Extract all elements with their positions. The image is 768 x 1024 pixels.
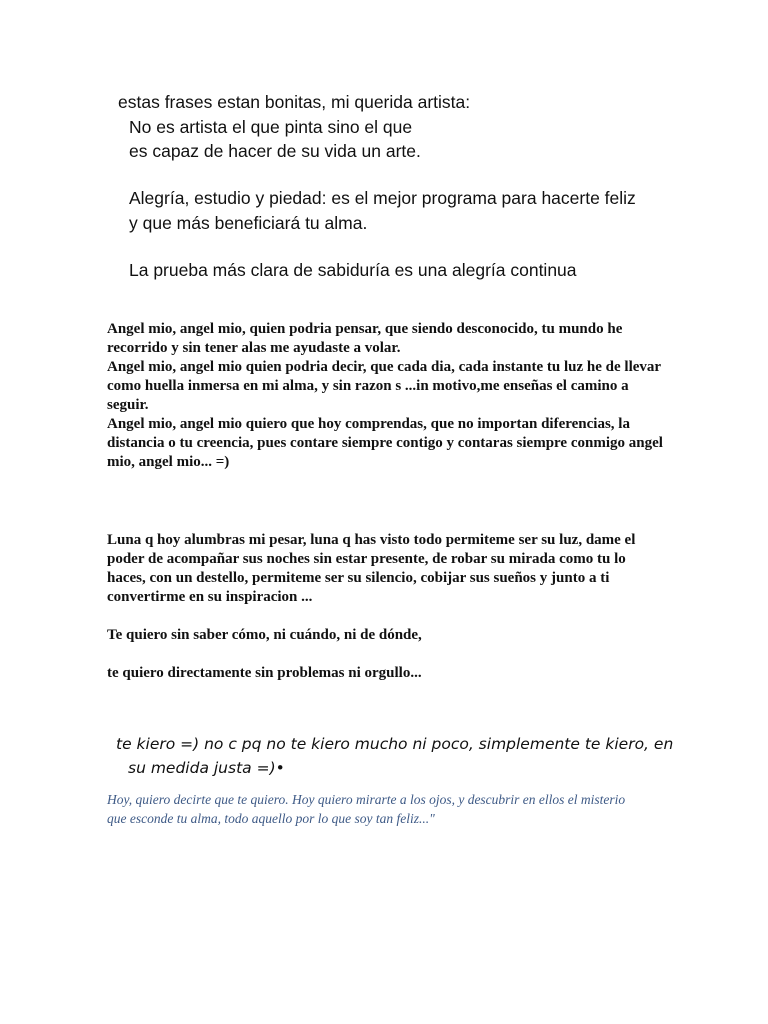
- intro-line: No es artista el que pinta sino el que: [129, 117, 413, 137]
- handwritten-line: su medida justa =)•: [128, 759, 285, 777]
- handwritten-line: te kiero =) no c pq no te kiero mucho ni poco, simplemente te kiero, en: [116, 735, 674, 753]
- luna-line: Te quiero sin saber cómo, ni cuándo, ni de dónde,: [107, 627, 422, 643]
- intro-line: Alegría, estudio y piedad: es el mejor programa para hacerte feliz: [129, 188, 636, 208]
- quote-line: Hoy, quiero decirte que te quiero. Hoy quiero mirarte a los ojos, y descubrir en ellos el misterio: [107, 792, 626, 807]
- luna-poem: [107, 531, 667, 683]
- intro-line: estas frases estan bonitas, mi querida artista:: [118, 92, 471, 112]
- angel-paragraph: Angel mio, angel mio quien podria decir, que cada dia, cada instante tu luz he de llevar como huella inmersa en mi alma, y sin razon s ...in motivo,me enseñas el camino a seguir.: [107, 359, 661, 413]
- angel-paragraph: Angel mio, angel mio quiero que hoy comprendas, que no importan diferencias, la distancia o tu creencia, pues contare siempre contigo y contaras siempre conmigo angel mio, angel mio... =): [107, 416, 663, 470]
- luna-paragraph: Luna q hoy alumbras mi pesar, luna q has visto todo permiteme ser su luz, dame el poder de acompañar sus noches sin estar presente, de robar su mirada como tu lo haces, con un destello, permiteme ser su silencio, cobijar sus sueños y junto a ti convertirme en su inspiracion ...: [107, 532, 636, 605]
- intro-line: La prueba más clara de sabiduría es una alegría continua: [129, 260, 577, 280]
- intro-line: es capaz de hacer de su vida un arte.: [129, 141, 421, 161]
- angel-poem: [107, 320, 667, 472]
- quote-line: que esconde tu alma, todo aquello por lo que soy tan feliz...": [107, 811, 435, 826]
- angel-paragraph: Angel mio, angel mio, quien podria pensar, que siendo desconocido, tu mundo he recorrido y sin tener alas me ayudaste a volar.: [107, 321, 623, 356]
- handwritten-note: [116, 732, 674, 780]
- luna-line: te quiero directamente sin problemas ni orgullo...: [107, 665, 422, 681]
- closing-quote: [107, 790, 667, 828]
- intro-line: y que más beneficiará tu alma.: [129, 213, 368, 233]
